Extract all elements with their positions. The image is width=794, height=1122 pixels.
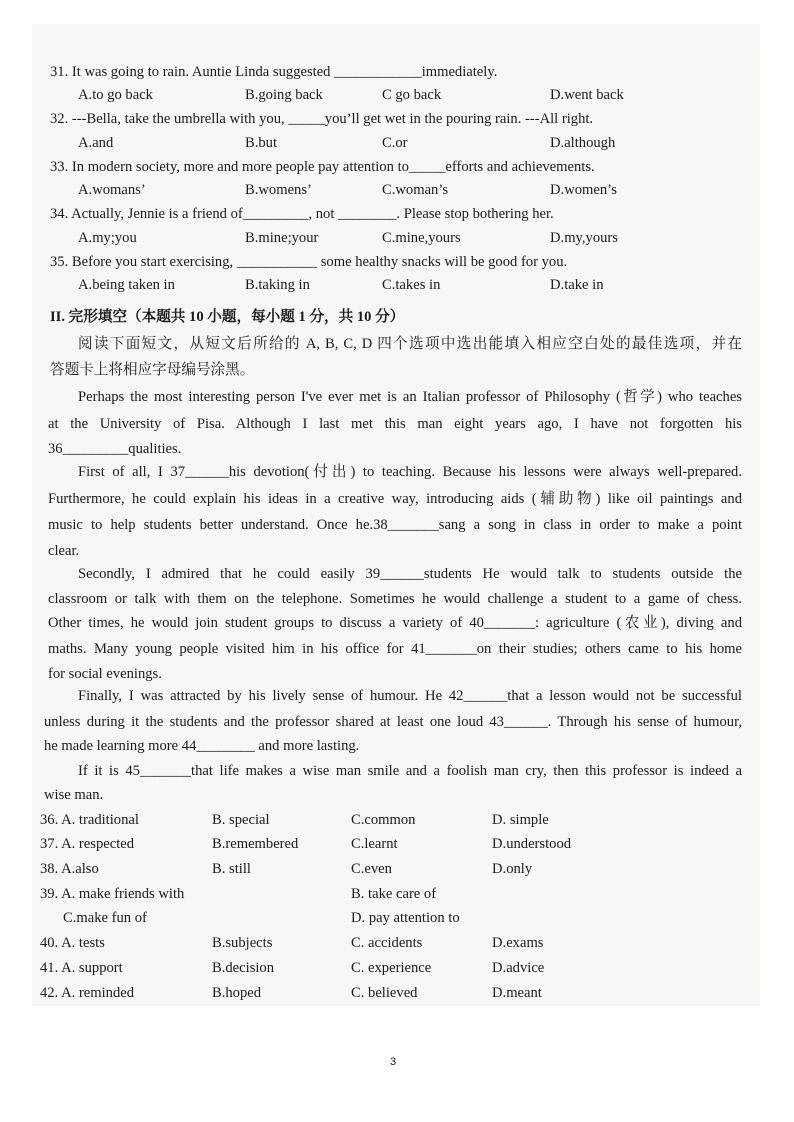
passage-line-12: for social evenings. (48, 666, 162, 682)
question-34-stem: 34. Actually, Jennie is a friend of_________, not ________. Please stop bothering her. (50, 206, 554, 222)
passage-line-5: Furthermore, he could explain his ideas in a creative way, introducing aids (辅助物) like oil paintings and (48, 491, 742, 507)
question-33-option-a[interactable]: A.womans’ (78, 182, 146, 198)
choice-37-c[interactable]: C.learnt (351, 836, 398, 852)
question-32-option-a[interactable]: A.and (78, 135, 114, 151)
question-32-option-b[interactable]: B.but (245, 135, 278, 151)
section-heading: II. 完形填空（本题共 10 小题，每小题 1 分，共 10 分） (50, 309, 405, 325)
question-33-option-b[interactable]: B.womens’ (245, 182, 312, 198)
question-33-option-c[interactable]: C.woman’s (382, 182, 449, 198)
passage-line-4: First of all, I 37______his devotion(付出) to teaching. Because his lessons were always well-prepared. (78, 464, 742, 480)
choice-38-a[interactable]: 38. A.also (40, 861, 99, 877)
passage-line-8: Secondly, I admired that he could easily 39______students He would talk to students outside the (78, 566, 742, 582)
choice-39-b[interactable]: B. take care of (351, 886, 437, 902)
question-33-stem: 33. In modern society, more and more people pay attention to_____efforts and achievements. (50, 159, 595, 175)
question-31-option-d[interactable]: D.went back (550, 87, 624, 103)
question-31-option-a[interactable]: A.to go back (78, 87, 153, 103)
question-35-option-c[interactable]: C.takes in (382, 277, 441, 293)
choice-36-c[interactable]: C.common (351, 812, 416, 828)
question-32-option-d[interactable]: D.although (550, 135, 616, 151)
choice-40-b[interactable]: B.subjects (212, 935, 273, 951)
passage-line-3: 36_________qualities. (48, 441, 182, 457)
question-32-option-c[interactable]: C.or (382, 135, 408, 151)
question-31-option-c[interactable]: C go back (382, 87, 442, 103)
question-31-option-b[interactable]: B.going back (245, 87, 323, 103)
choice-40-c[interactable]: C. accidents (351, 935, 423, 951)
choice-42-a[interactable]: 42. A. reminded (40, 985, 135, 1001)
choice-41-b[interactable]: B.decision (212, 960, 275, 976)
question-32-stem: 32. ---Bella, take the umbrella with you, _____you’ll get wet in the pouring rain. ---All right. (50, 111, 594, 127)
section-instruction-line-1: 阅读下面短文，从短文后所给的 A, B, C, D 四个选项中选出能填入相应空白处的最佳选项，并在 (78, 336, 742, 352)
choice-42-d[interactable]: D.meant (492, 985, 542, 1001)
question-34-option-b[interactable]: B.mine;your (245, 230, 319, 246)
passage-line-10: Other times, he would join student groups to discuss a variety of 40_______: agriculture (农业), diving and (48, 615, 742, 631)
choice-41-a[interactable]: 41. A. support (40, 960, 123, 976)
choice-37-a[interactable]: 37. A. respected (40, 836, 135, 852)
choice-39-c[interactable]: C.make fun of (63, 910, 147, 926)
choice-37-d[interactable]: D.understood (492, 836, 572, 852)
choice-39-a[interactable]: 39. A. make friends with (40, 886, 185, 902)
choice-40-d[interactable]: D.exams (492, 935, 544, 951)
choice-37-b[interactable]: B.remembered (212, 836, 299, 852)
passage-line-2: at the University of Pisa. Although I last met this man eight years ago, I have not forgotten his (48, 416, 742, 432)
question-34-option-c[interactable]: C.mine,yours (382, 230, 461, 246)
question-34-option-d[interactable]: D.my,yours (550, 230, 618, 246)
choice-39-d[interactable]: D. pay attention to (351, 910, 460, 926)
question-35-option-a[interactable]: A.being taken in (78, 277, 175, 293)
question-35-option-b[interactable]: B.taking in (245, 277, 310, 293)
passage-line-11: maths. Many young people visited him in his office for 41_______on their studies; others came to his home (48, 641, 742, 657)
passage-line-9: classroom or talk with them on the telephone. Sometimes he would challenge a student to a game of chess. (48, 591, 742, 607)
choice-36-d[interactable]: D. simple (492, 812, 549, 828)
choice-42-b[interactable]: B.hoped (212, 985, 262, 1001)
passage-line-7: clear. (48, 543, 80, 559)
passage-line-15: he made learning more 44________ and more lasting. (44, 738, 360, 754)
question-35-option-d[interactable]: D.take in (550, 277, 604, 293)
passage-line-6: music to help students better understand. Once he.38_______sang a song in class in order to make a point (48, 517, 742, 533)
question-33-option-d[interactable]: D.women’s (550, 182, 617, 198)
choice-36-b[interactable]: B. special (212, 812, 270, 828)
choice-42-c[interactable]: C. believed (351, 985, 418, 1001)
passage-line-13: Finally, I was attracted by his lively sense of humour. He 42______that a lesson would not be successful (78, 688, 742, 704)
passage-line-14: unless during it the students and the professor shared at least one loud 43______. Through his sense of humour, (44, 714, 742, 730)
passage-line-17: wise man. (44, 787, 104, 803)
choice-36-a[interactable]: 36. A. traditional (40, 812, 139, 828)
question-35-stem: 35. Before you start exercising, ___________ some healthy snacks will be good for you. (50, 254, 568, 270)
question-34-option-a[interactable]: A.my;you (78, 230, 137, 246)
choice-38-d[interactable]: D.only (492, 861, 533, 877)
passage-line-1: Perhaps the most interesting person I've ever met is an Italian professor of Philosophy (哲学) who teaches (78, 389, 742, 405)
choice-38-c[interactable]: C.even (351, 861, 392, 877)
page-number: 3 (390, 1056, 397, 1068)
choice-40-a[interactable]: 40. A. tests (40, 935, 105, 951)
choice-41-d[interactable]: D.advice (492, 960, 545, 976)
choice-41-c[interactable]: C. experience (351, 960, 432, 976)
section-instruction-line-2: 答题卡上将相应字母编号涂黑。 (50, 362, 255, 378)
passage-line-16: If it is 45_______that life makes a wise man smile and a foolish man cry, then this professor is indeed a (78, 763, 742, 779)
question-31-stem: 31. It was going to rain. Auntie Linda suggested ____________immediately. (50, 64, 498, 80)
choice-38-b[interactable]: B. still (212, 861, 251, 877)
